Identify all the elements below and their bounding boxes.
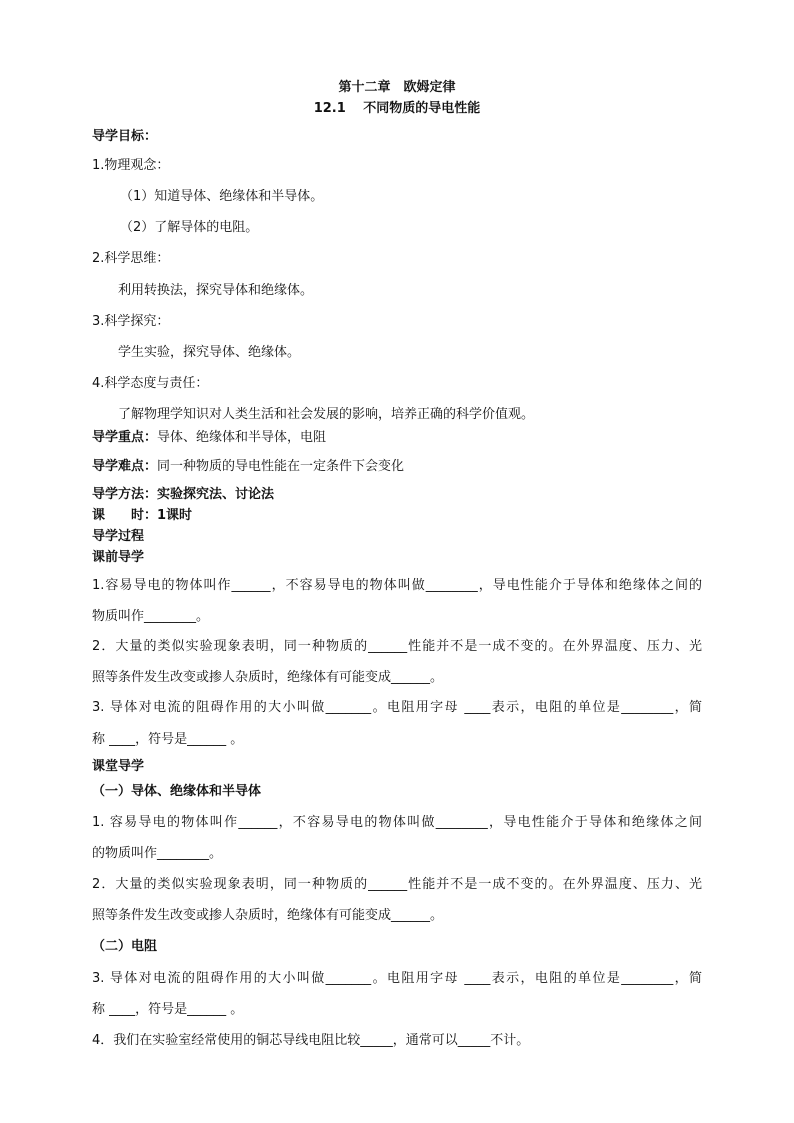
in-class-q4: 4．我们在实验室经常使用的铜芯导线电阻比较_____，通常可以_____不计。 (92, 1033, 530, 1048)
in-class-q2-line1: 2．大量的类似实验现象表明，同一种物质的______性能并不是一成不变的。在外界温度、压力、光 (92, 877, 702, 892)
in-class-q3-line2: 称 ____，符号是______ 。 (92, 1002, 244, 1017)
method: 导学方法：实验探究法、讨论法 (92, 487, 275, 502)
pre-class-q2-line2: 照等条件发生改变或掺人杂质时，绝缘体有可能变成______。 (92, 670, 444, 685)
goal-1-item-b: （2）了解导体的电阻。 (120, 220, 259, 235)
key-points-label: 导学重点： (92, 430, 158, 445)
goal-2-text: 利用转换法，探究导体和绝缘体。 (118, 283, 314, 298)
pre-class-heading: 课前导学 (92, 550, 145, 565)
goal-3-text: 学生实验，探究导体、绝缘体。 (118, 345, 301, 360)
goal-1-item-a: （1）知道导体、绝缘体和半导体。 (120, 189, 324, 204)
in-class-q1-line1: 1. 容易导电的物体叫作______，不容易导电的物体叫做________，导电性能介于导体和绝缘体之间 (92, 815, 702, 830)
chapter-title: 第十二章 欧姆定律 (338, 80, 456, 95)
section-title: 12.1 不同物质的导电性能 (313, 101, 481, 116)
goal-1-title: 1.物理观念： (92, 158, 170, 173)
in-class-q3-line1: 3. 导体对电流的阻碍作用的大小叫做_______。电阻用字母 ____表示，电阻的单位是________，简 (92, 971, 702, 986)
pre-class-q1-line2: 物质叫作________。 (92, 609, 210, 624)
pre-class-q3-line2: 称 ____，符号是______ 。 (92, 732, 244, 747)
pre-class-q2-line1: 2．大量的类似实验现象表明，同一种物质的______性能并不是一成不变的。在外界温度、压力、光 (92, 639, 702, 654)
part-2-heading: （二）电阻 (92, 939, 158, 954)
in-class-heading: 课堂导学 (92, 759, 145, 774)
pre-class-q1-line1: 1.容易导电的物体叫作______，不容易导电的物体叫做________，导电性能介于导体和绝缘体之间的 (92, 578, 702, 593)
difficult-points-text: 同一种物质的导电性能在一定条件下会变化 (157, 459, 405, 474)
goal-4-text: 了解物理学知识对人类生活和社会发展的影响，培养正确的科学价值观。 (118, 407, 535, 422)
key-points (92, 429, 326, 447)
in-class-q1-line2: 的物质叫作________。 (92, 846, 223, 861)
goal-4-title: 4.科学态度与责任： (92, 376, 209, 391)
key-points-text: 导体、绝缘体和半导体，电阻 (157, 430, 327, 445)
goal-2-title: 2.科学思维： (92, 251, 170, 266)
goals-heading: 导学目标： (92, 129, 158, 144)
difficult-points-label: 导学难点： (92, 459, 158, 474)
in-class-q2-line2: 照等条件发生改变或掺人杂质时，绝缘体有可能变成______。 (92, 908, 444, 923)
process-heading: 导学过程 (92, 529, 145, 544)
goal-3-title: 3.科学探究： (92, 314, 170, 329)
part-1-heading: （一）导体、绝缘体和半导体 (92, 784, 262, 799)
class-hours: 课 时：1课时 (92, 508, 193, 523)
pre-class-q3-line1: 3. 导体对电流的阻碍作用的大小叫做_______。电阻用字母 ____表示，电阻的单位是________，简 (92, 700, 702, 715)
difficult-points (92, 458, 404, 476)
